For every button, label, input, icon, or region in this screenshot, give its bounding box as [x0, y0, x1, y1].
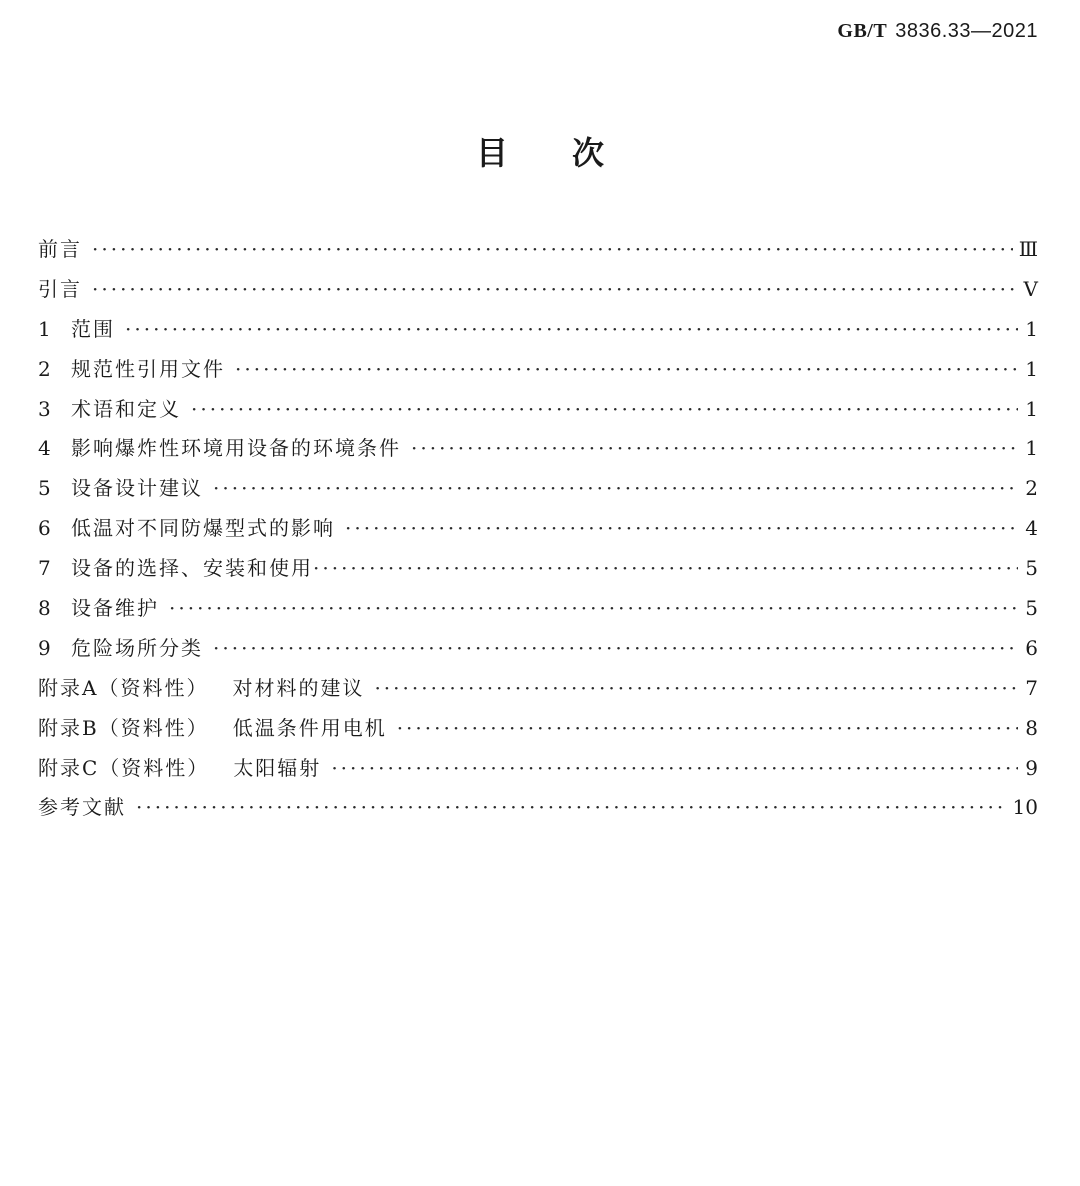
toc-entry-page: 9: [1025, 755, 1038, 780]
toc-entry-page: 10: [1012, 795, 1038, 820]
toc-entry-page: 7: [1025, 675, 1038, 700]
toc-entry-label: 前言: [38, 237, 82, 261]
toc-entry-label: 设备的选择、安装和使用: [71, 556, 313, 581]
toc-entry-number: 3: [38, 396, 51, 421]
toc-entry-bibliography[interactable]: [38, 788, 1038, 828]
toc-entry-number: 4: [38, 436, 51, 461]
toc-entry-section-4[interactable]: [38, 429, 1038, 469]
toc-entry-section-3[interactable]: [38, 390, 1038, 430]
toc-entry-section-1[interactable]: [38, 310, 1038, 350]
toc-entry-annex-a[interactable]: [38, 669, 1038, 709]
toc-entry-number: 7: [38, 556, 51, 581]
toc-leader-dots: [313, 549, 1018, 589]
toc-entry-label: 影响爆炸性环境用设备的环境条件: [71, 436, 401, 461]
toc-title: 目次: [475, 134, 668, 172]
toc-leader-dots: [397, 709, 1018, 749]
toc-entry-section-5[interactable]: [38, 469, 1038, 509]
standard-prefix: GB/T: [837, 20, 888, 42]
toc-entry-section-9[interactable]: [38, 629, 1038, 669]
toc-leader-dots: [235, 350, 1018, 390]
toc-annex-prefix: 附录A（资料性）: [38, 675, 209, 700]
document-code: [837, 18, 1038, 43]
toc-leader-dots: [345, 509, 1018, 549]
toc-leader-dots: [213, 469, 1018, 509]
toc-leader-dots: [125, 310, 1018, 350]
toc-entry-page: 1: [1025, 316, 1038, 341]
toc-entry-foreword[interactable]: [38, 230, 1038, 270]
toc-leader-dots: [92, 270, 1018, 310]
toc-entry-number: 5: [38, 476, 51, 501]
toc-entry-annex-b[interactable]: [38, 709, 1038, 749]
toc-entry-section-6[interactable]: [38, 509, 1038, 549]
toc-entry-page: 6: [1025, 635, 1038, 660]
toc-entry-number: 1: [38, 316, 51, 341]
toc-entry-page: 5: [1025, 556, 1038, 581]
toc-entry-label: 设备设计建议: [71, 476, 203, 501]
toc-entry-introduction[interactable]: [38, 270, 1038, 310]
toc-entry-label: 低温对不同防爆型式的影响: [71, 516, 335, 541]
toc-entry-page: Ⅲ: [1018, 237, 1038, 261]
toc-entry-page: 1: [1025, 436, 1038, 461]
toc-entry-page: 2: [1025, 476, 1038, 501]
toc-entry-label: 参考文献: [38, 795, 126, 820]
toc-entry-number: 8: [38, 596, 51, 621]
toc-entry-number: 2: [38, 356, 51, 381]
toc-list: [38, 230, 1038, 828]
toc-entry-label: 太阳辐射: [233, 755, 322, 780]
toc-leader-dots: [374, 669, 1018, 709]
toc-entry-section-7[interactable]: [38, 549, 1038, 589]
toc-leader-dots: [411, 429, 1018, 469]
toc-leader-dots: [92, 230, 1013, 270]
toc-entry-page: 8: [1025, 715, 1038, 740]
toc-entry-label: 低温条件用电机: [232, 715, 387, 740]
toc-annex-prefix: 附录C（资料性）: [38, 755, 210, 780]
toc-entry-page: 4: [1025, 516, 1038, 541]
toc-entry-page: Ⅴ: [1023, 276, 1038, 301]
toc-entry-label: 对材料的建议: [232, 675, 365, 700]
toc-entry-section-8[interactable]: [38, 589, 1038, 629]
toc-entry-number: 6: [38, 516, 51, 541]
toc-entry-number: 9: [38, 635, 51, 660]
toc-entry-label: 设备维护: [71, 596, 159, 621]
standard-number: 3836.33—2021: [895, 20, 1038, 42]
toc-entry-label: 术语和定义: [71, 396, 181, 421]
toc-entry-page: 5: [1025, 596, 1038, 621]
toc-entry-label: 危险场所分类: [71, 635, 203, 660]
toc-entry-label: 引言: [38, 276, 82, 301]
toc-entry-label: 规范性引用文件: [71, 356, 225, 381]
toc-leader-dots: [331, 749, 1018, 789]
toc-entry-page: 1: [1025, 396, 1038, 421]
toc-entry-page: 1: [1025, 356, 1038, 381]
toc-leader-dots: [213, 629, 1018, 669]
toc-leader-dots: [169, 589, 1018, 629]
toc-entry-annex-c[interactable]: [38, 749, 1038, 789]
toc-leader-dots: [136, 788, 1007, 828]
toc-entry-section-2[interactable]: [38, 350, 1038, 390]
toc-annex-prefix: 附录B（资料性）: [38, 715, 209, 740]
toc-entry-label: 范围: [71, 316, 115, 341]
toc-leader-dots: [191, 390, 1018, 430]
